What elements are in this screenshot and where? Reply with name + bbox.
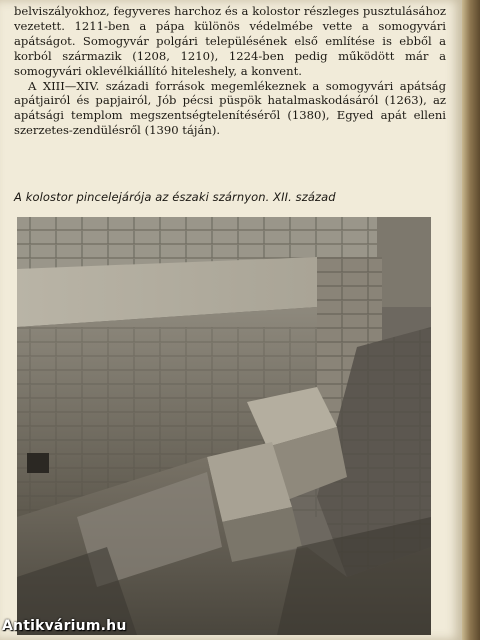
watermark-logo: Antikvárium.hu: [2, 618, 127, 634]
body-text: [14, 4, 446, 138]
photo-caption: A kolostor pincelejárója az északi szárnyon. XII. század: [14, 190, 336, 204]
cellar-entrance-photo: [17, 217, 431, 635]
paragraph-2: A XIII—XIV. századi források megemlékeznek a somogyvári apátság apátjairól és papjairól, Jób pécsi püspök hatalmaskodásáról (1263), az apátsági templom megszentségtelenítéséről (1380), Egyed apát elleni szerzetes-zendülésről (1390 táján).: [14, 78, 446, 138]
book-spine-edge: [462, 0, 480, 640]
paragraph-1: belviszályokhoz, fegyveres harchoz és a kolostor részleges pusztulásához vezetett. 1211-ben a pápa különös védelmébe vette a somogyvári apátságot. Somogyvár polgári településének első említése is ebből a korból származik (1208, 1210), 1224-ben pedig működött már a somogyvári oklevélkiállító hiteleshely, a konvent.: [14, 4, 446, 78]
